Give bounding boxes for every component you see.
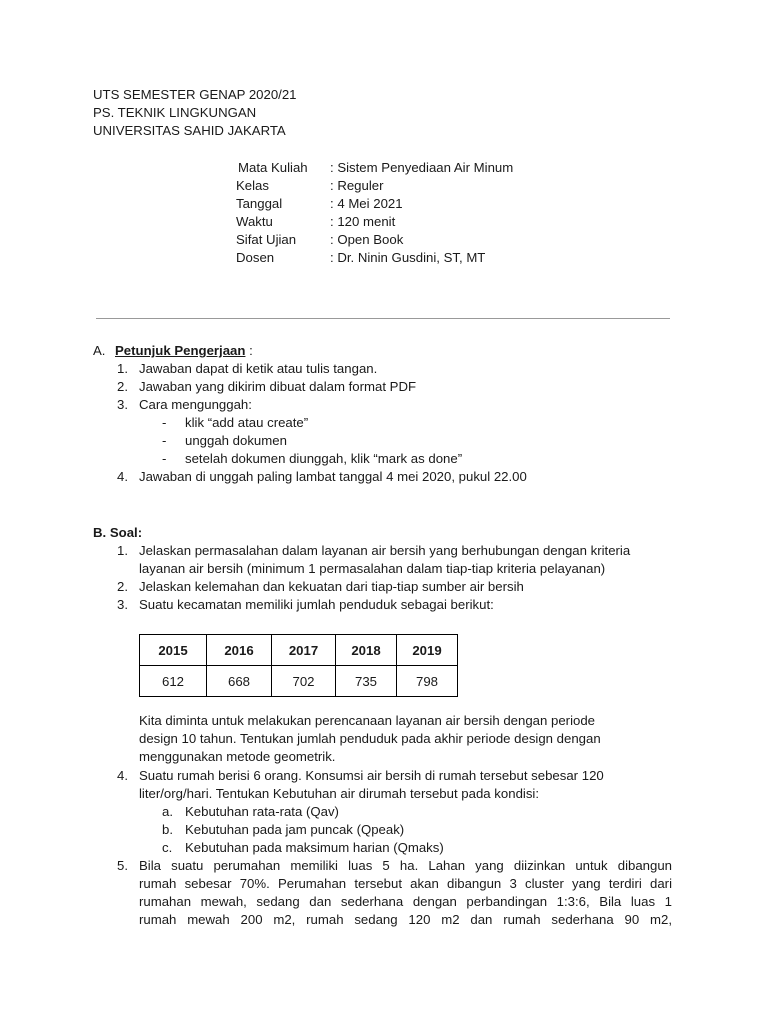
population-table — [139, 634, 458, 697]
table-cell: 612 — [140, 666, 207, 697]
question-number: 3. — [117, 597, 128, 612]
question-text: liter/org/hari. Tentukan Kebutuhan air dirumah tersebut pada kondisi: — [139, 786, 540, 801]
table-header-cell: 2018 — [336, 635, 397, 666]
instruction-text: Jawaban yang dikirim dibuat dalam format PDF — [139, 379, 417, 394]
question-text: Jelaskan kelemahan dan kekuatan dari tiap-tiap sumber air bersih — [139, 579, 524, 594]
table-cell: 798 — [397, 666, 458, 697]
table-header-cell: 2019 — [397, 635, 458, 666]
question-paragraph: design 10 tahun. Tentukan jumlah penduduk pada akhir periode design dengan — [139, 731, 601, 746]
section-a-title-suffix: : — [245, 343, 253, 358]
instruction-number: 1. — [117, 361, 128, 376]
question-number: 5. — [117, 858, 128, 873]
section-a-marker: A. — [93, 343, 106, 358]
meta-label-exam-type: Sifat Ujian — [236, 232, 297, 247]
table-header-row — [140, 635, 458, 666]
question-text: Suatu kecamatan memiliki jumlah penduduk sebagai berikut: — [139, 597, 494, 612]
question-paragraph: Kita diminta untuk melakukan perencanaan layanan air bersih dengan periode — [139, 713, 596, 728]
table-header-cell: 2015 — [140, 635, 207, 666]
sub-item-text: klik “add atau create” — [185, 415, 309, 430]
question-text: Bila suatu perumahan memiliki luas 5 ha. Lahan yang diizinkan untuk dibangun — [139, 858, 672, 873]
table-cell: 668 — [207, 666, 272, 697]
divider-line — [96, 318, 670, 319]
sub-item-text: Kebutuhan pada jam puncak (Qpeak) — [185, 822, 405, 837]
sub-item-text: setelah dokumen diunggah, klik “mark as done” — [185, 451, 463, 466]
sub-item-text: Kebutuhan rata-rata (Qav) — [185, 804, 339, 819]
meta-label-time: Waktu — [236, 214, 273, 229]
header-line-1: UTS SEMESTER GENAP 2020/21 — [93, 87, 297, 102]
section-a-heading — [115, 342, 253, 360]
table-header-cell: 2016 — [207, 635, 272, 666]
sub-label: a. — [162, 804, 173, 819]
table-cell: 702 — [272, 666, 336, 697]
instruction-number: 4. — [117, 469, 128, 484]
meta-label-date: Tanggal — [236, 196, 283, 211]
question-text: layanan air bersih (minimum 1 permasalahan dalam tiap-tiap kriteria pelayanan) — [139, 561, 606, 576]
meta-value-time: : 120 menit — [330, 214, 396, 229]
sub-label: c. — [162, 840, 173, 855]
sub-label: b. — [162, 822, 173, 837]
meta-value-course: : Sistem Penyediaan Air Minum — [330, 160, 514, 175]
sub-item-text: unggah dokumen — [185, 433, 287, 448]
sub-bullet: - — [162, 433, 167, 448]
instruction-number: 3. — [117, 397, 128, 412]
sub-item-text: Kebutuhan pada maksimum harian (Qmaks) — [185, 840, 444, 855]
question-number: 2. — [117, 579, 128, 594]
header-line-2: PS. TEKNIK LINGKUNGAN — [93, 105, 257, 120]
sub-bullet: - — [162, 415, 167, 430]
question-text: Jelaskan permasalahan dalam layanan air bersih yang berhubungan dengan kriteria — [139, 543, 631, 558]
instruction-text: Cara mengunggah: — [139, 397, 252, 412]
header-line-3: UNIVERSITAS SAHID JAKARTA — [93, 123, 286, 138]
table-cell: 735 — [336, 666, 397, 697]
instruction-text: Jawaban dapat di ketik atau tulis tangan. — [139, 361, 378, 376]
table-header-cell: 2017 — [272, 635, 336, 666]
meta-value-exam-type: : Open Book — [330, 232, 404, 247]
instruction-text: Jawaban di unggah paling lambat tanggal 4 mei 2020, pukul 22.00 — [139, 469, 527, 484]
meta-label-class: Kelas — [236, 178, 269, 193]
table-row — [140, 666, 458, 697]
sub-bullet: - — [162, 451, 167, 466]
section-a-title: Petunjuk Pengerjaan — [115, 343, 246, 358]
meta-value-date: : 4 Mei 2021 — [330, 196, 403, 211]
meta-value-lecturer: : Dr. Ninin Gusdini, ST, MT — [330, 250, 486, 265]
instruction-number: 2. — [117, 379, 128, 394]
question-text: rumahan mewah, sedang dan sederhana dengan perbandingan 1:3:6, Bila luas 1 — [139, 894, 672, 909]
question-text: rumah sebesar 70%. Perumahan tersebut akan dibangun 3 cluster yang terdiri dari — [139, 876, 672, 891]
meta-value-class: : Reguler — [330, 178, 384, 193]
meta-label-lecturer: Dosen — [236, 250, 275, 265]
meta-label-course: Mata Kuliah — [238, 160, 308, 175]
question-number: 1. — [117, 543, 128, 558]
question-text: rumah mewah 200 m2, rumah sedang 120 m2 dan rumah sederhana 90 m2, — [139, 912, 672, 927]
question-text: Suatu rumah berisi 6 orang. Konsumsi air bersih di rumah tersebut sebesar 120 — [139, 768, 604, 783]
question-paragraph: menggunakan metode geometrik. — [139, 749, 336, 764]
section-b-title: B. Soal: — [93, 525, 143, 540]
question-number: 4. — [117, 768, 128, 783]
